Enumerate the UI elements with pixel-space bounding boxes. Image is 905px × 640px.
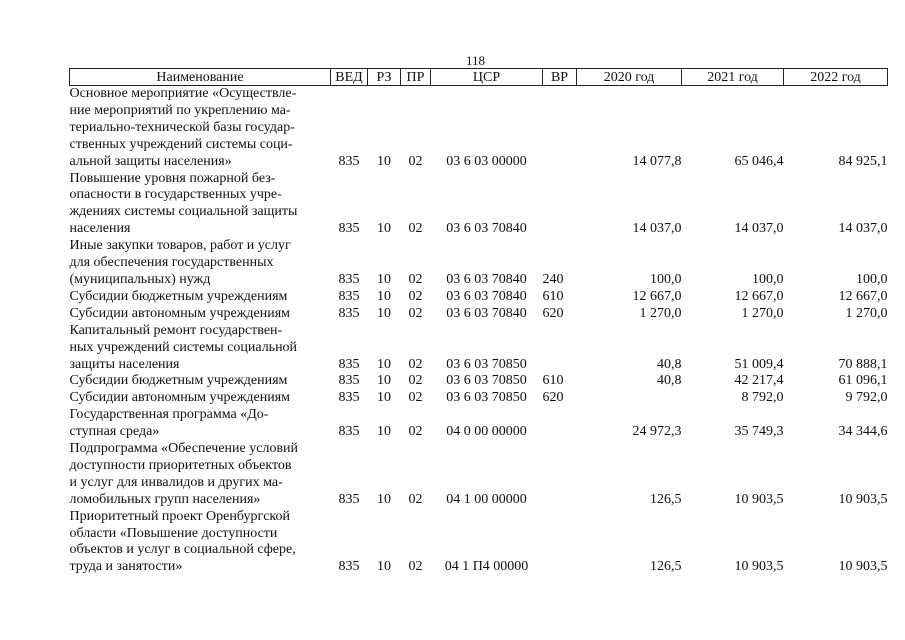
row-ved: 835 bbox=[338, 559, 360, 575]
row-pr: 02 bbox=[408, 424, 423, 440]
row-ved: 835 bbox=[338, 288, 360, 304]
row-rz: 10 bbox=[377, 373, 391, 389]
row-vr bbox=[543, 86, 577, 171]
table-row bbox=[70, 86, 888, 171]
row-2021: 10 903,5 bbox=[734, 491, 784, 507]
row-csr: 03 6 03 00000 bbox=[446, 153, 527, 169]
row-2022: 14 037,0 bbox=[838, 221, 888, 237]
row-pr: 02 bbox=[408, 221, 423, 237]
header-rz: РЗ bbox=[368, 69, 401, 86]
header-csr: ЦСР bbox=[431, 69, 543, 86]
row-ved: 835 bbox=[338, 373, 360, 389]
table-row bbox=[70, 323, 888, 374]
row-2022: 84 925,1 bbox=[838, 153, 888, 169]
row-rz: 10 bbox=[377, 390, 391, 406]
row-rz: 10 bbox=[377, 491, 391, 507]
table-row bbox=[70, 289, 888, 306]
row-2021: 10 903,5 bbox=[734, 559, 784, 575]
row-csr: 04 0 00 00000 bbox=[446, 424, 527, 440]
row-rz: 10 bbox=[377, 271, 391, 287]
row-name: Основное мероприятие «Осуществле- ние мероприятий по укреплению ма- териально-технической базы государ- ственных учреждений системы соци- альной защиты населения» bbox=[69, 86, 297, 169]
row-name: Иные закупки товаров, работ и услуг для обеспечения государственных (муниципальных) нужд bbox=[69, 238, 291, 287]
row-2020 bbox=[577, 390, 682, 407]
row-name: Государственная программа «До- ступная среда» bbox=[69, 407, 269, 440]
row-2022: 61 096,1 bbox=[838, 373, 888, 389]
row-pr: 02 bbox=[408, 390, 423, 406]
row-2021: 12 667,0 bbox=[734, 288, 784, 304]
row-rz: 10 bbox=[377, 153, 391, 169]
row-2020: 40,8 bbox=[657, 373, 682, 389]
table-row bbox=[70, 407, 888, 441]
row-csr: 03 6 03 70840 bbox=[446, 221, 527, 237]
row-name: Субсидии бюджетным учреждениям bbox=[69, 373, 288, 389]
row-2021: 65 046,4 bbox=[734, 153, 784, 169]
header-2022: 2022 год bbox=[784, 69, 888, 86]
row-2021: 42 217,4 bbox=[734, 373, 784, 389]
row-name: Субсидии бюджетным учреждениям bbox=[69, 288, 288, 304]
row-2021: 35 749,3 bbox=[734, 424, 784, 440]
row-vr: 610 bbox=[542, 373, 564, 389]
row-vr bbox=[543, 441, 577, 509]
table-row bbox=[70, 171, 888, 239]
row-ved: 835 bbox=[338, 221, 360, 237]
row-csr: 03 6 03 70850 bbox=[446, 373, 527, 389]
row-2022: 10 903,5 bbox=[838, 491, 888, 507]
row-ved: 835 bbox=[338, 153, 360, 169]
row-ved: 835 bbox=[338, 491, 360, 507]
row-csr: 03 6 03 70840 bbox=[446, 305, 527, 321]
row-2020: 12 667,0 bbox=[632, 288, 682, 304]
row-2021: 1 270,0 bbox=[741, 305, 784, 321]
table-row bbox=[70, 441, 888, 509]
row-name: Субсидии автономным учреждениям bbox=[69, 390, 291, 406]
row-2020: 14 077,8 bbox=[632, 153, 682, 169]
table-row bbox=[70, 238, 888, 289]
row-2021: 8 792,0 bbox=[741, 390, 784, 406]
row-2020: 24 972,3 bbox=[632, 424, 682, 440]
row-ved: 835 bbox=[338, 390, 360, 406]
row-csr: 04 1 П4 00000 bbox=[444, 559, 529, 575]
row-2022: 34 344,6 bbox=[838, 424, 888, 440]
row-2021: 14 037,0 bbox=[734, 221, 784, 237]
row-rz: 10 bbox=[377, 424, 391, 440]
row-2020: 40,8 bbox=[657, 356, 682, 372]
row-pr: 02 bbox=[408, 271, 423, 287]
row-vr: 240 bbox=[542, 271, 564, 287]
row-2022: 1 270,0 bbox=[845, 305, 888, 321]
row-2020: 1 270,0 bbox=[639, 305, 682, 321]
row-csr: 03 6 03 70850 bbox=[446, 390, 527, 406]
row-name: Приоритетный проект Оренбургской области «Повышение доступности объектов и услуг в социальной сфере, труда и занятости» bbox=[69, 508, 296, 575]
row-2021: 51 009,4 bbox=[734, 356, 784, 372]
row-ved: 835 bbox=[338, 424, 360, 440]
table-row bbox=[70, 509, 888, 577]
row-rz: 10 bbox=[377, 288, 391, 304]
table-row bbox=[70, 373, 888, 390]
row-pr: 02 bbox=[408, 491, 423, 507]
row-rz: 10 bbox=[377, 221, 391, 237]
row-vr: 620 bbox=[542, 390, 564, 406]
row-2022: 12 667,0 bbox=[838, 288, 888, 304]
row-2020: 14 037,0 bbox=[632, 221, 682, 237]
header-pr: ПР bbox=[401, 69, 431, 86]
row-2022: 100,0 bbox=[856, 271, 888, 287]
row-csr: 03 6 03 70840 bbox=[446, 271, 527, 287]
row-rz: 10 bbox=[377, 356, 391, 372]
row-2021: 100,0 bbox=[752, 271, 784, 287]
row-ved: 835 bbox=[338, 356, 360, 372]
row-vr bbox=[543, 407, 577, 441]
row-name: Подпрограмма «Обеспечение условий доступности приоритетных объектов и услуг для инвалидов и других ма- ломобильных групп населения» bbox=[69, 441, 299, 507]
header-2021: 2021 год bbox=[682, 69, 784, 86]
row-pr: 02 bbox=[408, 153, 423, 169]
row-pr: 02 bbox=[408, 305, 423, 321]
row-name: Повышение уровня пожарной без- опасности в государственных учре- ждениях системы социальной защиты населения bbox=[69, 170, 298, 237]
row-pr: 02 bbox=[408, 373, 423, 389]
row-rz: 10 bbox=[377, 305, 391, 321]
row-2022: 70 888,1 bbox=[838, 356, 888, 372]
header-2020: 2020 год bbox=[577, 69, 682, 86]
row-ved: 835 bbox=[338, 271, 360, 287]
row-2020: 100,0 bbox=[650, 271, 682, 287]
row-2022: 9 792,0 bbox=[845, 390, 888, 406]
table-row bbox=[70, 390, 888, 407]
row-vr bbox=[543, 323, 577, 374]
table-row bbox=[70, 306, 888, 323]
row-rz: 10 bbox=[377, 559, 391, 575]
page-number: 118 bbox=[466, 53, 486, 68]
row-csr: 03 6 03 70850 bbox=[446, 356, 527, 372]
row-vr: 620 bbox=[542, 305, 564, 321]
table-header-row bbox=[70, 69, 888, 86]
header-ved: ВЕД bbox=[331, 69, 368, 86]
row-pr: 02 bbox=[408, 356, 423, 372]
row-pr: 02 bbox=[408, 559, 423, 575]
row-vr: 610 bbox=[542, 288, 564, 304]
row-2020: 126,5 bbox=[650, 559, 682, 575]
header-vr: ВР bbox=[543, 69, 577, 86]
row-csr: 03 6 03 70840 bbox=[446, 288, 527, 304]
header-name: Наименование bbox=[70, 69, 331, 86]
row-csr: 04 1 00 00000 bbox=[446, 491, 527, 507]
row-2020: 126,5 bbox=[650, 491, 682, 507]
row-name: Субсидии автономным учреждениям bbox=[69, 305, 291, 321]
row-2022: 10 903,5 bbox=[838, 559, 888, 575]
row-vr bbox=[543, 171, 577, 239]
budget-table bbox=[69, 68, 888, 576]
row-pr: 02 bbox=[408, 288, 423, 304]
row-name: Капитальный ремонт государствен- ных учреждений системы социальной защиты населения bbox=[69, 322, 298, 372]
row-vr bbox=[543, 509, 577, 577]
row-ved: 835 bbox=[338, 305, 360, 321]
